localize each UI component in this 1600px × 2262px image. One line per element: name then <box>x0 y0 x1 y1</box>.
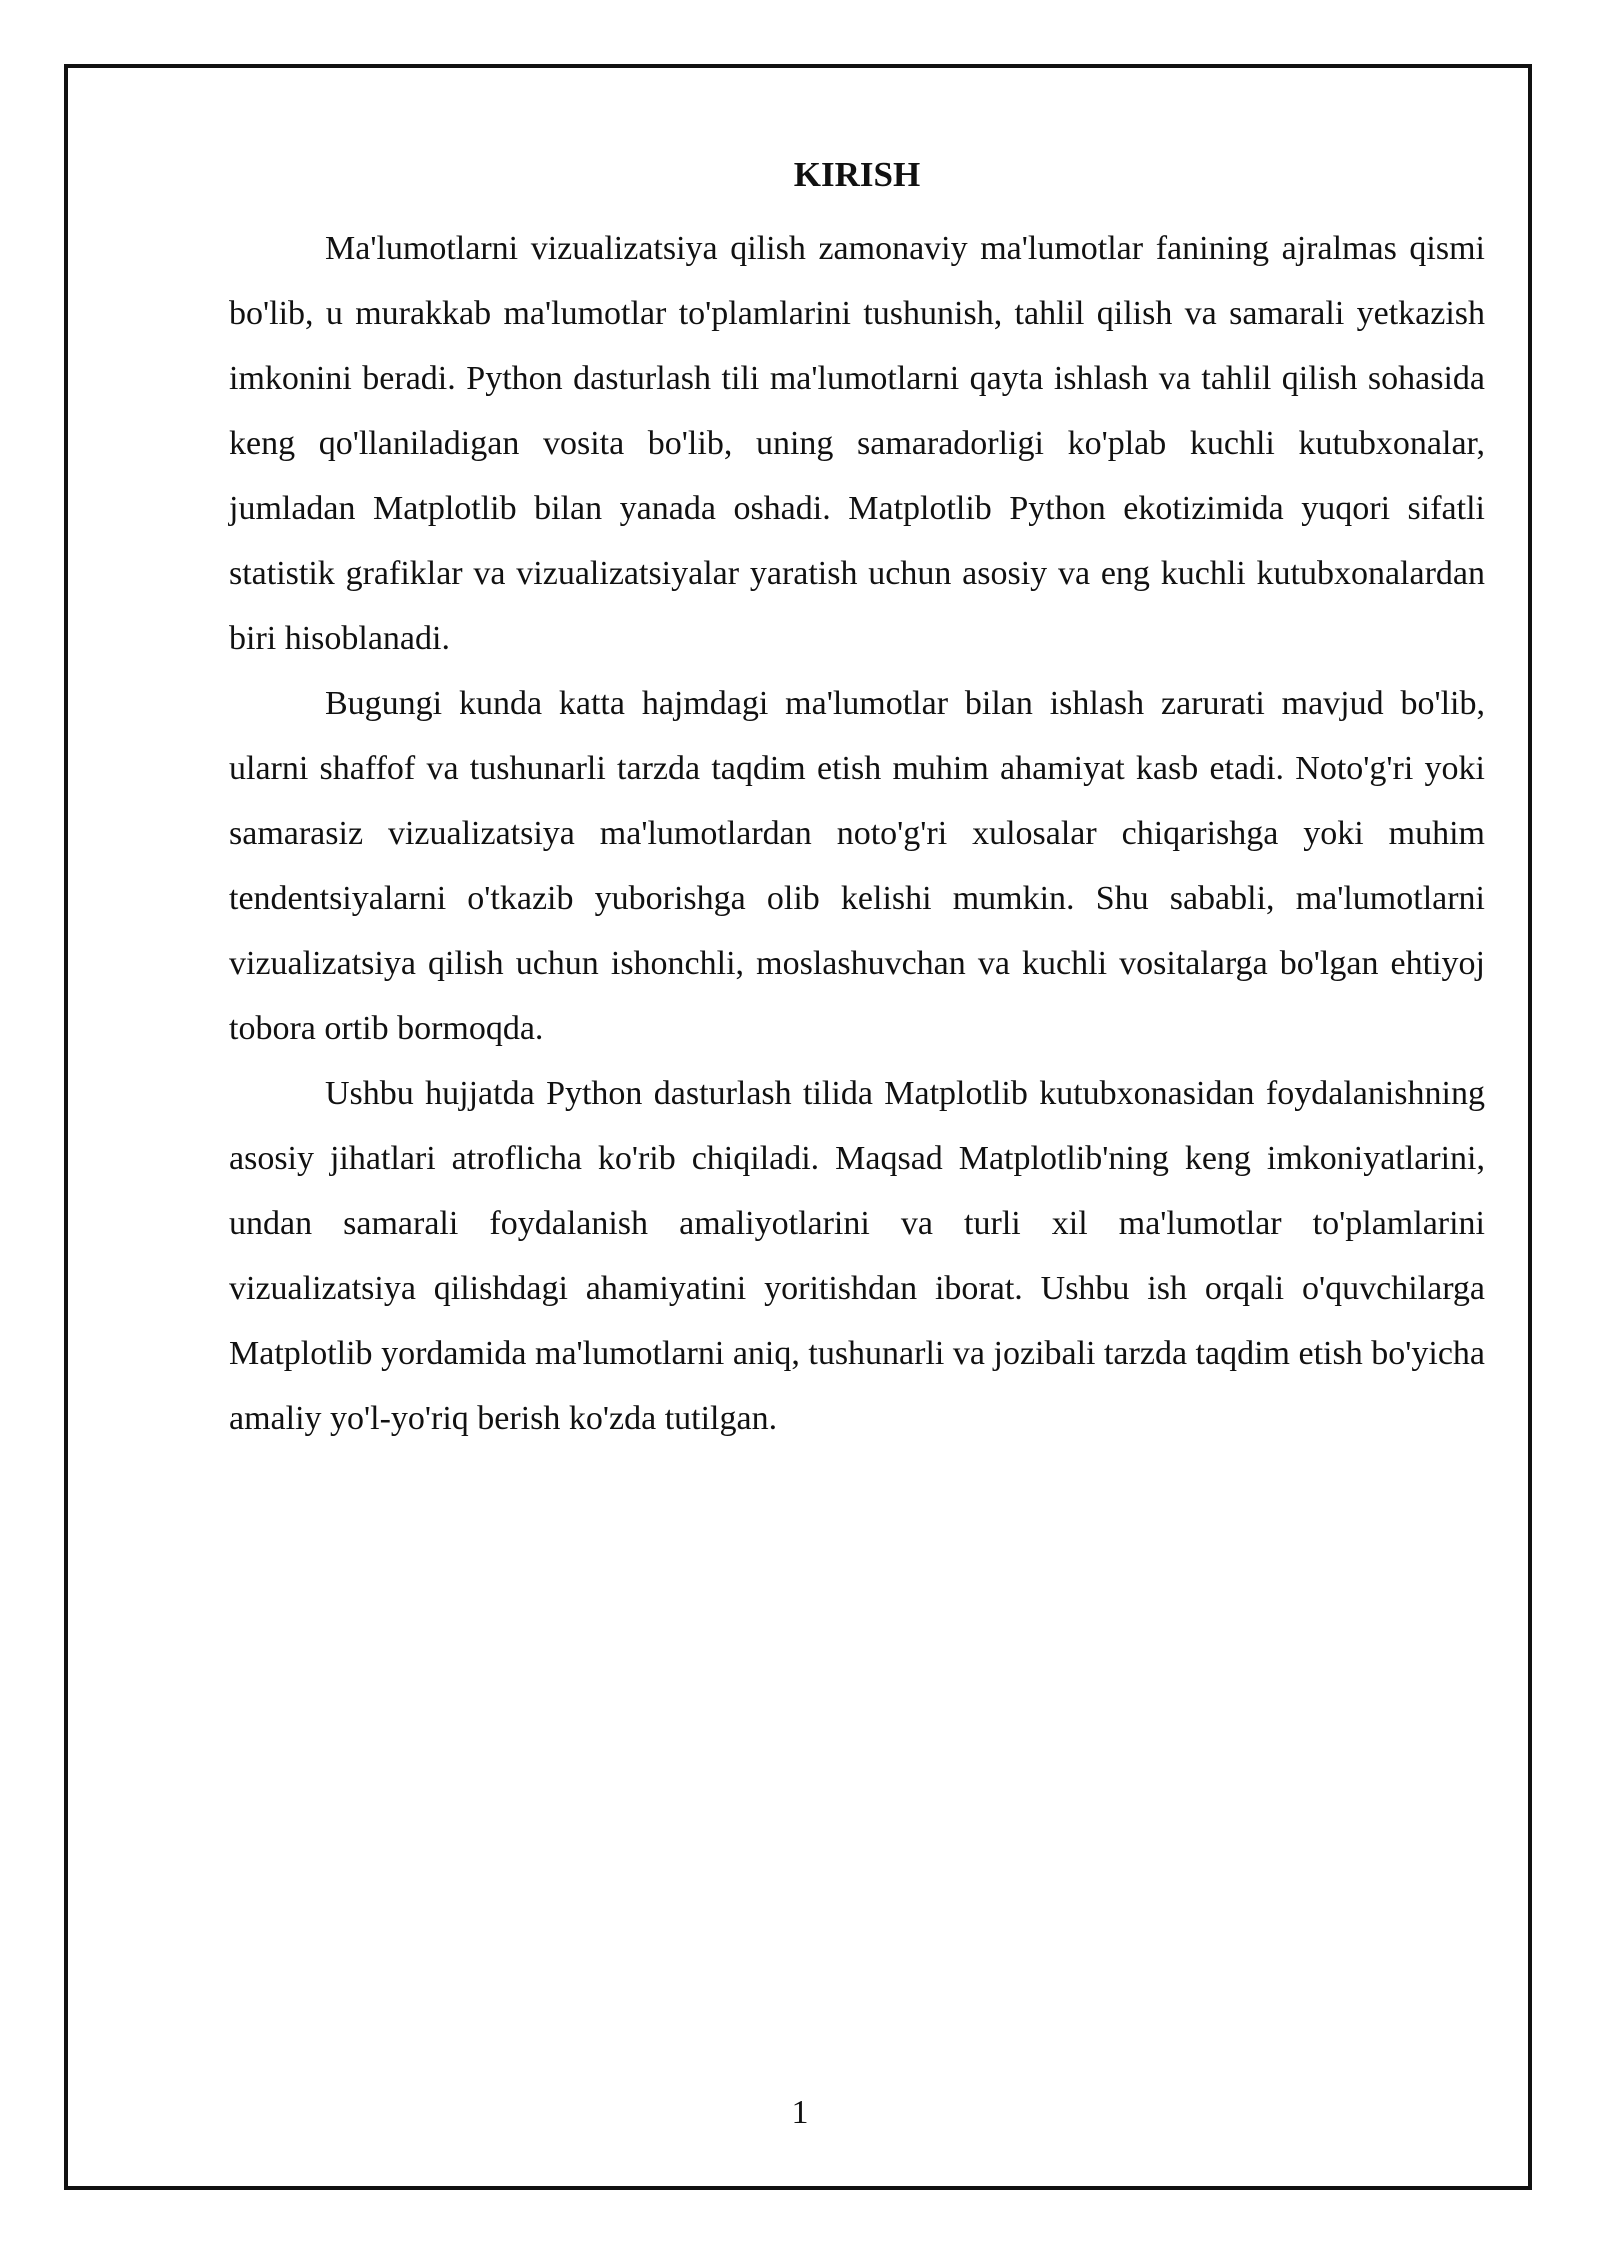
document-title: KIRISH <box>793 155 921 194</box>
page-number: 1 <box>791 2094 809 2131</box>
document-body <box>229 150 1485 1451</box>
paragraph-3: Ushbu hujjatda Python dasturlash tilida Matplotlib kutubxonasidan foydalanishning asosiy jihatlari atroflicha ko'rib chiqiladi. Maqsad Matplotlib'ning keng imkoniyatlarini, undan samarali foydalanish amaliyotlarini va turli xil ma'lumotlar to'plamlarini vizualizatsiya qilishdagi ahamiyatini yoritishdan iborat. Ushbu ish orqali o'quvchilarga Matplotlib yordamida ma'lumotlarni aniq, tushunarli va jozibali tarzda taqdim etish bo'yicha amaliy yo'l-yo'riq berish ko'zda tutilgan. <box>229 1075 1485 1437</box>
paragraph-2: Bugungi kunda katta hajmdagi ma'lumotlar bilan ishlash zarurati mavjud bo'lib, ularni shaffof va tushunarli tarzda taqdim etish muhim ahamiyat kasb etadi. Noto'g'ri yoki samarasiz vizualizatsiya ma'lumotlardan noto'g'ri xulosalar chiqarishga yoki muhim tendentsiyalarni o'tkazib yuborishga olib kelishi mumkin. Shu sababli, ma'lumotlarni vizualizatsiya qilish uchun ishonchli, moslashuvchan va kuchli vositalarga bo'lgan ehtiyoj tobora ortib bormoqda. <box>229 685 1485 1047</box>
paragraph-1: Ma'lumotlarni vizualizatsiya qilish zamonaviy ma'lumotlar fanining ajralmas qismi bo'lib, u murakkab ma'lumotlar to'plamlarini tushunish, tahlil qilish va samarali yetkazish imkonini beradi. Python dasturlash tili ma'lumotlarni qayta ishlash va tahlil qilish sohasida keng qo'llaniladigan vosita bo'lib, uning samaradorligi ko'plab kuchli kutubxonalar, jumladan Matplotlib bilan yanada oshadi. Matplotlib Python ekotizimida yuqori sifatli statistik grafiklar va vizualizatsiyalar yaratish uchun asosiy va eng kuchli kutubxonalardan biri hisoblanadi. <box>229 230 1485 657</box>
